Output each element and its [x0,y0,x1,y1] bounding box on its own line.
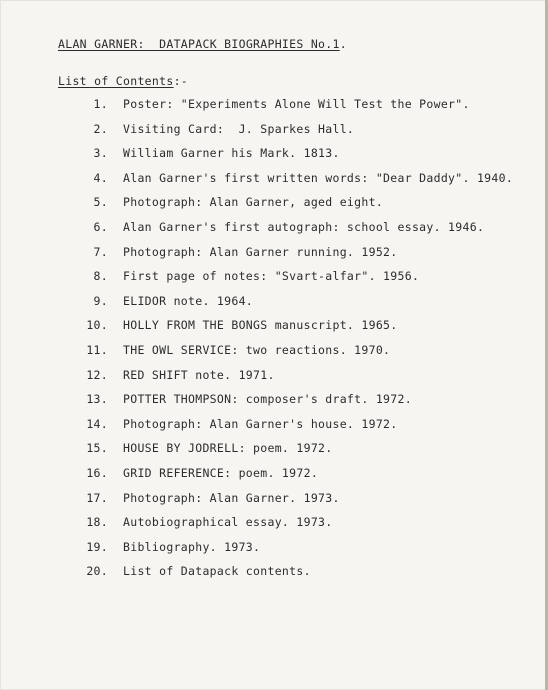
item-text: ELIDOR note. 1964. [123,293,254,308]
item-text: List of Datapack contents. [123,564,311,579]
list-item [0,417,548,442]
list-item [0,491,548,516]
item-text: HOLLY FROM THE BONGS manuscript. 1965. [123,318,398,333]
list-item [0,122,548,147]
item-number: 14. [86,416,108,431]
document-title-period: . [339,37,347,51]
item-text: Alan Garner's first written words: "Dear Daddy". 1940. [123,170,514,185]
list-item [0,466,548,491]
item-number: 4. [93,170,108,185]
item-number: 12. [86,367,108,382]
list-item [0,540,548,565]
item-number: 13. [86,392,108,407]
list-item [0,392,548,417]
list-item [0,146,548,171]
item-text: HOUSE BY JODRELL: poem. 1972. [123,441,333,456]
item-number: 10. [86,318,108,333]
item-number: 16. [86,465,108,480]
list-item [0,564,548,589]
item-number: 8. [93,269,108,284]
item-number: 11. [86,342,108,357]
item-text: Photograph: Alan Garner. 1973. [123,490,340,505]
item-number: 7. [93,244,108,259]
list-item [0,171,548,196]
list-item [0,343,548,368]
item-text: GRID REFERENCE: poem. 1972. [123,465,319,480]
list-item [0,515,548,540]
document-title [58,37,347,51]
item-number: 19. [86,539,108,554]
item-number: 6. [93,219,108,234]
item-number: 2. [93,121,108,136]
item-text: First page of notes: "Svart-alfar". 1956. [123,269,420,284]
item-text: Photograph: Alan Garner, aged eight. [123,195,384,210]
item-number: 15. [86,441,108,456]
item-text: THE OWL SERVICE: two reactions. 1970. [123,342,391,357]
contents-heading-text: List of Contents [58,74,174,88]
list-item [0,195,548,220]
item-number: 17. [86,490,108,505]
list-item [0,245,548,270]
item-text: Photograph: Alan Garner's house. 1972. [123,416,398,431]
item-number: 20. [86,564,108,579]
item-number: 18. [86,515,108,530]
item-text: Visiting Card: J. Sparkes Hall. [123,121,355,136]
item-number: 3. [93,146,108,161]
item-text: RED SHIFT note. 1971. [123,367,275,382]
list-item [0,97,548,122]
list-item [0,220,548,245]
list-item [0,294,548,319]
contents-list [0,97,548,589]
contents-heading-suffix: :- [173,74,189,88]
item-text: POTTER THOMPSON: composer's draft. 1972. [123,392,412,407]
item-text: William Garner his Mark. 1813. [123,146,340,161]
item-text: Poster: "Experiments Alone Will Test the Power". [123,97,470,111]
list-item [0,269,548,294]
document-title-text: ALAN GARNER: DATAPACK BIOGRAPHIES No.1 [58,37,340,51]
list-item [0,441,548,466]
contents-heading [58,74,188,88]
list-item [0,368,548,393]
item-number: 1. [93,97,108,111]
item-number: 9. [93,293,108,308]
item-text: Alan Garner's first autograph: school essay. 1946. [123,219,485,234]
item-text: Bibliography. 1973. [123,539,261,554]
list-item [0,318,548,343]
item-text: Autobiographical essay. 1973. [123,515,333,530]
item-text: Photograph: Alan Garner running. 1952. [123,244,398,259]
item-number: 5. [93,195,108,210]
